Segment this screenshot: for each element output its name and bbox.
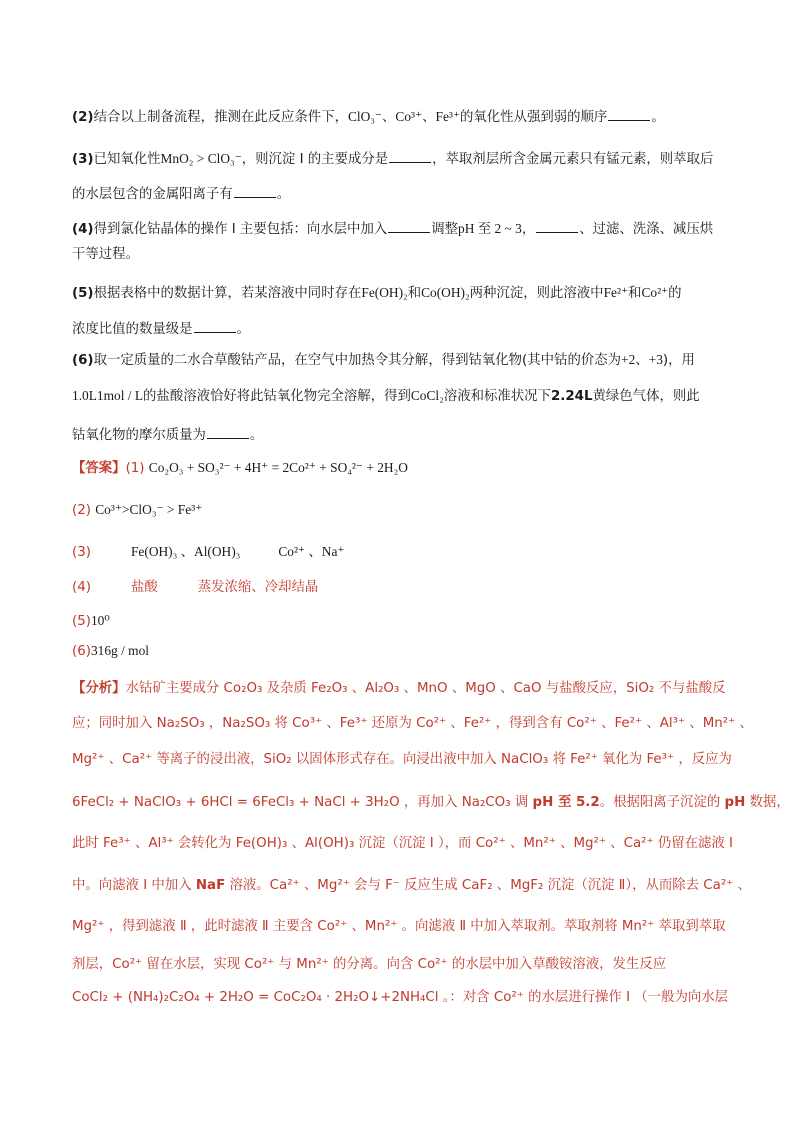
question-text: 。 xyxy=(249,428,264,443)
question-text: ，则沉淀 I 的主要成分是 xyxy=(241,152,389,167)
answer-1 xyxy=(72,458,408,479)
question-3 xyxy=(72,148,713,170)
question-text: 的盐酸溶液恰好将此钴氧化物完全溶解，得到 xyxy=(143,389,411,404)
answer-3 xyxy=(72,542,344,563)
question-text: 的水层包含的金属阳离子有 xyxy=(72,187,233,202)
question-2 xyxy=(72,106,665,128)
answer-value: 10⁰ xyxy=(90,613,110,628)
answer-blank xyxy=(388,218,430,233)
question-text: 黄绿色气体，则此 xyxy=(592,389,700,404)
analysis-text: 。根据阳离子沉淀的 xyxy=(599,795,725,810)
analysis-label: 【分析】 xyxy=(72,681,126,696)
question-5-cont xyxy=(72,318,250,340)
analysis-text: 数据， xyxy=(745,795,790,810)
question-6-cont xyxy=(72,386,700,407)
answer-number: (6) xyxy=(72,644,91,659)
answer-value: Fe(OH)₃ 、Al(OH)₃ xyxy=(130,544,241,559)
question-6-cont2 xyxy=(72,424,263,446)
analysis-emphasis: NaF xyxy=(195,878,226,893)
question-text: 两种沉淀，则此溶液中 xyxy=(469,286,604,301)
question-4-cont xyxy=(72,245,139,265)
answer-value: 316g / mol xyxy=(90,643,149,658)
analysis-line-3: Mg²⁺ 、Ca²⁺ 等离子的浸出液，SiO₂ 以固体形式存在。向浸出液中加入 NaClO₃ 将 Fe²⁺ 氧化为 Fe³⁺ ，反应为 xyxy=(72,752,732,767)
analysis-line-5: 此时 Fe³⁺ 、Al³⁺ 会转化为 Fe(OH)₃ 、Al(OH)₃ 沉淀（沉淀 Ⅰ ），而 Co²⁺ 、Mn²⁺ 、Mg²⁺ 、Ca²⁺ 仍留在滤液 Ⅰ xyxy=(72,836,733,851)
question-4 xyxy=(72,218,713,240)
bold-value: 2.24L xyxy=(550,389,593,404)
question-3-cont xyxy=(72,183,290,205)
answer-value: Co³⁺>ClO₃⁻ > Fe³⁺ xyxy=(95,502,203,517)
answer-blank xyxy=(194,318,236,333)
question-text: 结合以上制备流程，推测在此反应条件下， xyxy=(93,110,348,125)
answer-number: (5) xyxy=(72,614,91,629)
question-text: 。 xyxy=(651,110,665,125)
question-text: 干等过程。 xyxy=(72,247,139,262)
answer-value: Co²⁺ 、Na⁺ xyxy=(278,544,345,559)
answer-blank xyxy=(608,106,650,121)
analysis-emphasis: pH xyxy=(724,795,746,810)
formula: Fe²⁺ xyxy=(603,285,629,300)
question-text: )，用 xyxy=(662,353,695,368)
question-text: 的 xyxy=(668,286,682,301)
analysis-text: 水钴矿主要成分 Co₂O₃ 及杂质 Fe₂O₃ 、Al₂O₃ 、MnO 、MgO 、CaO 与盐酸反应，SiO₂ 不与盐酸反 xyxy=(125,681,726,696)
analysis-line-4 xyxy=(72,793,790,813)
answer-label: 【答案】 xyxy=(72,461,126,476)
answer-value: 盐酸 xyxy=(130,580,158,595)
answer-number: (1) xyxy=(125,461,145,476)
answer-number: (3) xyxy=(72,545,91,560)
question-text: 根据表格中的数据计算，若某溶液中同时存在 xyxy=(93,286,362,301)
analysis-text: 溶液。Ca²⁺ 、Mg²⁺ 会与 F⁻ 反应生成 CaF₂ 、MgF₂ 沉淀（沉淀 Ⅱ），从而除去 Ca²⁺ 、 xyxy=(225,878,751,893)
analysis-text: 中。向滤液 Ⅰ 中加入 xyxy=(72,878,196,893)
formula: Fe(OH)₂ xyxy=(361,285,408,300)
formula: ClO₃⁻、Co³⁺、Fe³⁺ xyxy=(347,109,461,124)
question-text: 和 xyxy=(628,286,642,301)
question-text: 的氧化性从强到弱的顺序 xyxy=(460,110,608,125)
answer-4 xyxy=(72,578,318,598)
answer-blank xyxy=(234,183,276,198)
analysis-line-2: 应；同时加入 Na₂SO₃ ，Na₂SO₃ 将 Co³⁺ 、Fe³⁺ 还原为 Co²⁺ 、Fe²⁺ ，得到含有 Co²⁺ 、Fe²⁺ 、Al³⁺ 、Mn²⁺ 、 xyxy=(72,716,753,731)
formula: +2、+3 xyxy=(621,352,663,367)
answer-6 xyxy=(72,641,149,662)
question-text: 。 xyxy=(276,187,291,202)
formula: 1.0L1mol / L xyxy=(72,388,144,403)
answer-number: (4) xyxy=(72,580,91,595)
analysis-text: 6FeCl₂ + NaClO₃ + 6HCl = 6FeCl₃ + NaCl + 3H₂O ，再加入 Na₂CO₃ 调 xyxy=(72,795,533,810)
analysis-line-9: CoCl₂ + (NH₄)₂C₂O₄ + 2H₂O = CoC₂O₄ · 2H₂O↓+2NH₄Cl 。：对含 Co²⁺ 的水层进行操作 Ⅰ （一般为向水层 xyxy=(72,990,729,1005)
question-text: 浓度比值的数量级是 xyxy=(72,322,193,337)
formula: Co(OH)₂ xyxy=(421,285,470,300)
question-text: 得到氯化钴晶体的操作 I 主要包括：向水层中加入 xyxy=(93,222,388,237)
question-text: ，萃取剂层所含金属元素只有锰元素，则萃取后 xyxy=(432,152,714,167)
formula: MnO₂ > ClO₃⁻ xyxy=(160,151,242,166)
answer-5 xyxy=(72,611,110,632)
question-text: 和 xyxy=(407,286,422,301)
question-number: (2) xyxy=(72,110,94,125)
question-text: 已知氧化性 xyxy=(93,152,161,167)
analysis-line-8: 剂层，Co²⁺ 留在水层，实现 Co²⁺ 与 Mn²⁺ 的分离。向含 Co²⁺ 的水层中加入草酸铵溶液，发生反应 xyxy=(72,957,667,972)
question-text: 溶液和标准状况下 xyxy=(443,389,551,404)
question-number: (4) xyxy=(72,222,94,237)
question-5 xyxy=(72,283,682,304)
question-6 xyxy=(72,350,695,371)
answer-2 xyxy=(72,500,202,521)
question-number: (6) xyxy=(72,353,94,368)
analysis-line-6 xyxy=(72,876,751,896)
question-text: 取一定质量的二水合草酸钴产品，在空气中加热令其分解，得到钴氧化物(其中钴的价态为 xyxy=(93,353,622,368)
question-text: 。 xyxy=(236,322,250,337)
question-number: (5) xyxy=(72,286,94,301)
question-text: ， xyxy=(521,222,536,237)
question-text: 、过滤、洗涤、减压烘 xyxy=(579,222,714,237)
answer-blank xyxy=(207,424,249,439)
answer-blank xyxy=(536,218,578,233)
analysis-line-1 xyxy=(72,679,726,699)
answer-value: 蒸发浓缩、冷却结晶 xyxy=(197,580,319,595)
formula: Co²⁺ xyxy=(641,285,669,300)
formula: CoCl₂ xyxy=(410,388,444,403)
question-text: 钴氧化物的摩尔质量为 xyxy=(72,428,206,443)
formula: pH 至 2 ~ 3 xyxy=(458,221,522,236)
answer-number: (2) xyxy=(72,503,91,518)
answer-blank xyxy=(389,148,431,163)
question-text: 调整 xyxy=(431,222,459,237)
answer-value: Co₂O₃ + SO₃²⁻ + 4H⁺ = 2Co²⁺ + SO₄²⁻ + 2H₂O xyxy=(148,460,408,475)
question-number: (3) xyxy=(72,152,94,167)
analysis-line-7: Mg²⁺ ，得到滤液 Ⅱ ，此时滤液 Ⅱ 主要含 Co²⁺ 、Mn²⁺ 。向滤液 Ⅱ 中加入萃取剂。萃取剂将 Mn²⁺ 萃取到萃取 xyxy=(72,919,726,934)
analysis-emphasis: pH 至 5.2 xyxy=(532,795,600,810)
